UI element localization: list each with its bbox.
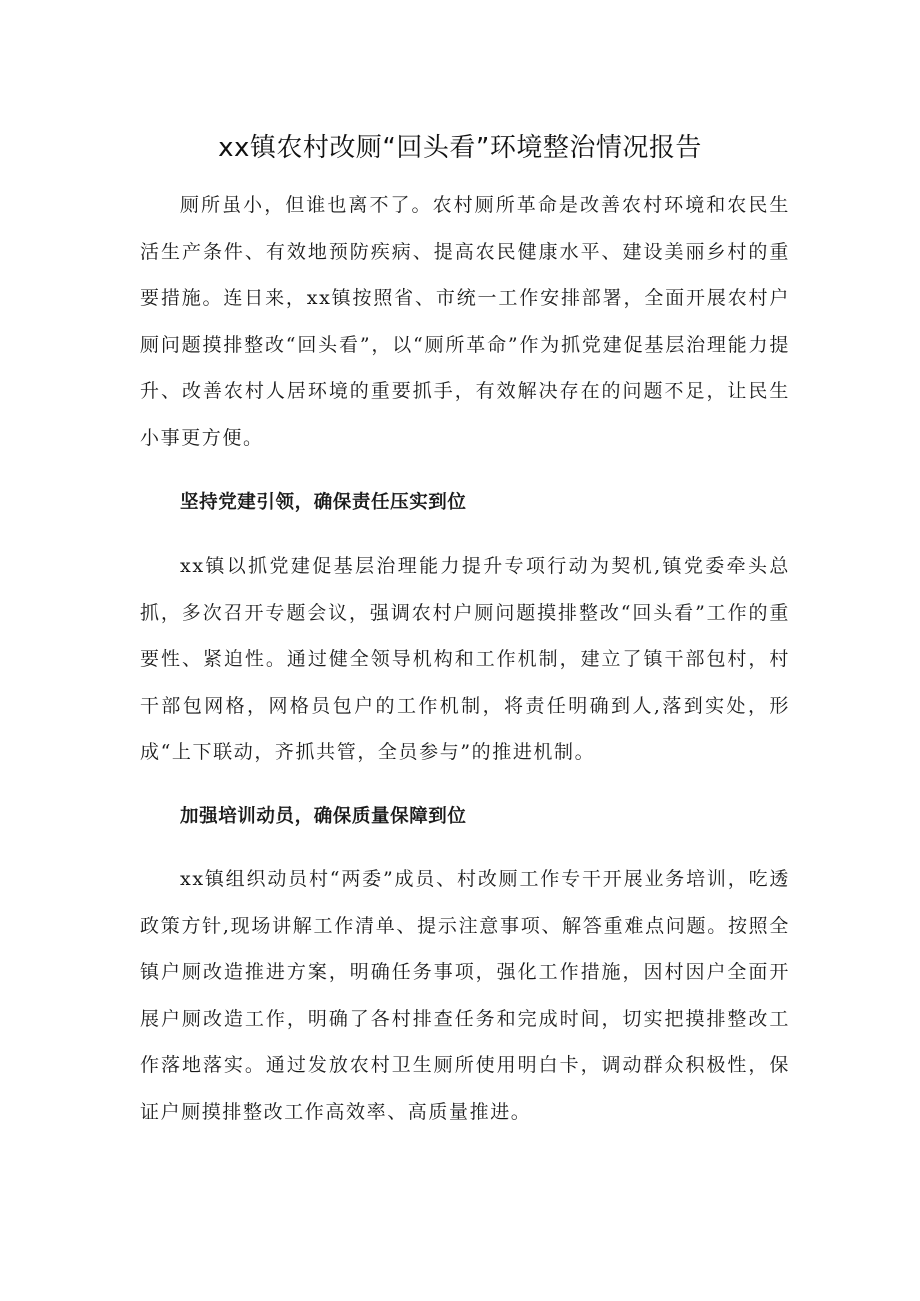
intro-paragraph: 厕所虽小，但谁也离不了。农村厕所革命是改善农村环境和农民生活生产条件、有效地预防疾病、提高农民健康水平、建设美丽乡村的重要措施。连日来，xx镇按照省、市统一工作安排部署，全面开展农村户厕问题摸排整改“回头看”，以“厕所革命”作为抓党建促基层治理能力提升、改善农村人居环境的重要抓手，有效解决存在的问题不足，让民生小事更方便。 xyxy=(140,194,790,449)
section-heading-1: 坚持党建引领，确保责任压实到位 xyxy=(180,492,467,513)
document-title: xx镇农村改厕“回头看”环境整治情况报告 xyxy=(218,133,702,163)
section-body-2: xx镇组织动员村“两委”成员、村改厕工作专干开展业务培训，吃透政策方针,现场讲解工作清单、提示注意事项、解答重难点问题。按照全镇户厕改造推进方案，明确任务事项，强化工作措施，因村因户全面开展户厕改造工作，明确了各村排查任务和完成时间，切实把摸排整改工作落地落实。通过发放农村卫生厕所使用明白卡，调动群众积极性，保证户厕摸排整改工作高效率、高质量推进。 xyxy=(140,868,790,1123)
section-heading-2: 加强培训动员，确保质量保障到位 xyxy=(180,806,467,827)
section-body-1: xx镇以抓党建促基层治理能力提升专项行动为契机,镇党委牵头总抓，多次召开专题会议，强调农村户厕问题摸排整改“回头看”工作的重要性、紧迫性。通过健全领导机构和工作机制，建立了镇干部包村，村干部包网格，网格员包户的工作机制，将责任明确到人,落到实处，形成“上下联动，齐抓共管，全员参与”的推进机制。 xyxy=(140,555,790,764)
